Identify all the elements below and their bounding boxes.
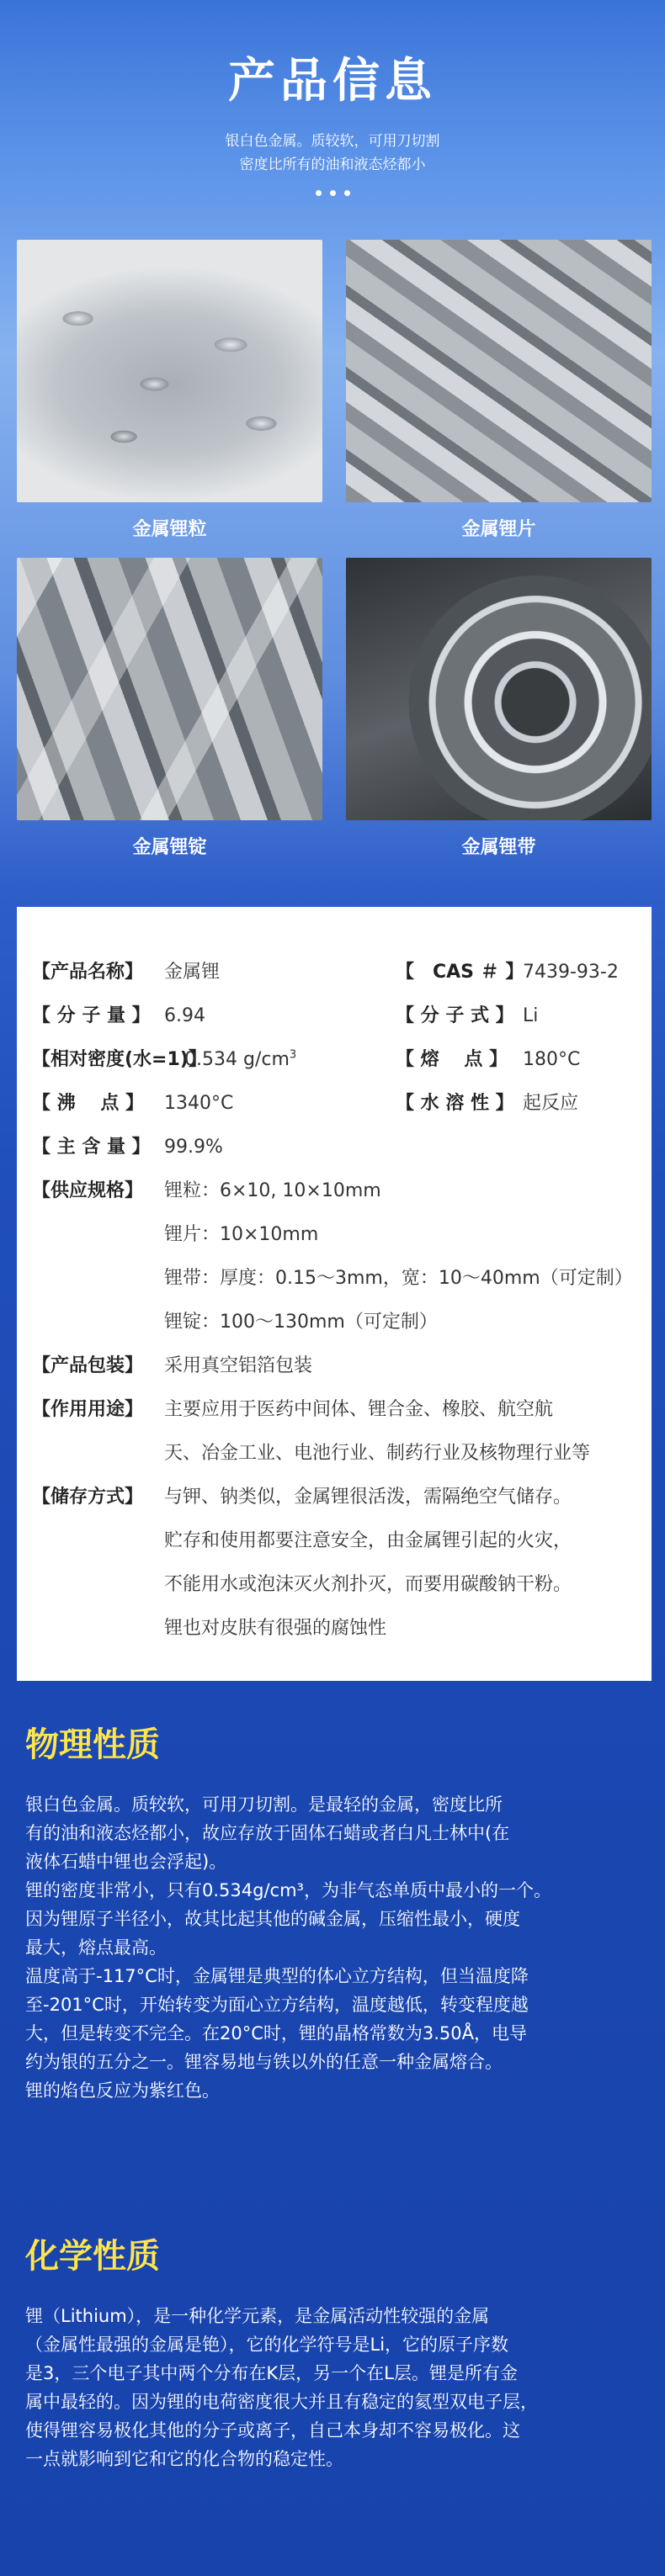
spec-value: 采用真空铝箔包装: [164, 1355, 313, 1376]
spec-value: 与钾、钠类似，金属锂很活泼，需隔绝空气储存。: [164, 1487, 572, 1508]
spec-row: [32, 1388, 652, 1432]
paragraph-line: 至-201°C时，开始转变为面心立方结构，温度越低，转变程度越: [25, 1995, 529, 2015]
spec-row: [32, 1126, 652, 1169]
spec-value: 6.94: [164, 1005, 205, 1026]
spec-value: 贮存和使用都要注意安全，由金属锂引起的火灾，: [164, 1530, 572, 1551]
paragraph-line: 大，但是转变不完全。在20°C时，锂的晶格常数为3.50Å，电导: [25, 2023, 528, 2043]
paragraph-line: 因为锂原子半径小，故其比起其他的碱金属，压缩性最小，硬度: [25, 1909, 520, 1929]
physical-properties-section: [25, 1725, 643, 2105]
page-title: 产品信息: [228, 54, 437, 109]
paragraph-line: 约为银的五分之一。锂容易地与铁以外的任意一种金属熔合。: [25, 2052, 503, 2072]
spec-label: 【 CAS ＃ 】: [396, 962, 524, 983]
spec-label: 【 分 子 式 】: [396, 1005, 514, 1026]
spec-value: 锂也对皮肤有很强的腐蚀性: [164, 1618, 387, 1639]
spec-label: 【 分 子 量 】: [32, 1005, 151, 1026]
gallery-caption: 金属锂锭: [132, 837, 207, 858]
gallery-tile: [17, 240, 322, 558]
spec-label: 【 沸 点 】: [32, 1093, 144, 1114]
spec-row: [32, 1213, 652, 1257]
density-value: 0.534 g/cm: [184, 1049, 290, 1070]
spec-row: [32, 1344, 652, 1388]
spec-row: [32, 1169, 652, 1213]
paragraph-line: 属中最轻的。因为锂的电荷密度很大并且有稳定的氦型双电子层，: [25, 2392, 538, 2412]
spec-row: [32, 1607, 652, 1651]
spec-label: 【作用用途】: [32, 1399, 144, 1420]
hero-subtitle: [0, 130, 665, 177]
section-body: [25, 1790, 643, 2105]
spec-label: 【 主 含 量 】: [32, 1137, 151, 1158]
spec-row: [32, 1301, 652, 1344]
spec-value: 99.9%: [164, 1137, 223, 1158]
spec-value: 锂带：厚度：0.15～3mm，宽：10～40mm（可定制）: [164, 1268, 633, 1289]
lithium-ingots-photo: [17, 558, 322, 820]
spec-value: 锂锭：100～130mm（可定制）: [164, 1312, 438, 1333]
lithium-flakes-photo: [346, 240, 652, 502]
spec-label: 【供应规格】: [32, 1180, 144, 1201]
spec-value: 金属锂: [164, 962, 221, 983]
paragraph-line: 锂的焰色反应为紫红色。: [25, 2080, 220, 2101]
spec-row: [32, 1519, 652, 1563]
lithium-granules-photo: [17, 240, 322, 502]
spec-label: 【 水 溶 性 】: [396, 1093, 514, 1114]
lithium-strip-photo: [346, 558, 652, 820]
paragraph-line: （金属性最强的金属是铯），它的化学符号是Li，它的原子序数: [25, 2335, 509, 2355]
density-exponent: 3: [289, 1048, 297, 1062]
spec-value: [184, 1038, 296, 1082]
section-title: 物理性质: [25, 1725, 160, 1764]
spec-value: 主要应用于医药中间体、锂合金、橡胶、航空航: [164, 1399, 554, 1420]
spec-value: 180°C: [523, 1049, 581, 1070]
spec-label: 【产品名称】: [32, 962, 144, 983]
spec-label: 【储存方式】: [32, 1487, 144, 1508]
spec-row: [32, 1082, 652, 1126]
paragraph-line: 最大，熔点最高。: [25, 1937, 167, 1958]
paragraph-line: 锂的密度非常小，只有0.534g/cm³，为非气态单质中最小的一个。: [25, 1880, 551, 1900]
paragraph-line: 液体石蜡中锂也会浮起)。: [25, 1852, 227, 1872]
spec-card: [17, 907, 652, 1681]
spec-row: [32, 1476, 652, 1519]
gallery-caption: 金属锂粒: [132, 519, 207, 540]
spec-value: Li: [523, 1005, 539, 1026]
spec-value: 锂片：10×10mm: [164, 1224, 319, 1245]
decorative-dots: [0, 190, 665, 196]
gallery-tile: [17, 558, 322, 876]
paragraph-line: 有的油和液态烃都小，故应存放于固体石蜡或者白凡士林中(在: [25, 1823, 510, 1843]
paragraph-line: 一点就影响到它和它的化合物的稳定性。: [25, 2449, 343, 2469]
hero-subtitle-line: 银白色金属。质较软，可用刀切割: [225, 133, 440, 150]
paragraph-line: 是3，三个电子其中两个分布在K层，另一个在L层。锂是所有金: [25, 2363, 518, 2383]
spec-row: [32, 951, 652, 994]
gallery-caption: 金属锂带: [461, 837, 536, 858]
spec-row: [32, 1257, 652, 1301]
product-gallery: [17, 240, 652, 876]
spec-row: [32, 994, 652, 1038]
section-body: [25, 2302, 643, 2473]
section-title: 化学性质: [25, 2237, 160, 2276]
spec-value: 起反应: [523, 1093, 579, 1114]
gallery-caption: 金属锂片: [461, 519, 536, 540]
paragraph-line: 使得锂容易极化其他的分子或离子，自己本身却不容易极化。这: [25, 2420, 520, 2441]
spec-value: 锂粒：6×10, 10×10mm: [164, 1180, 381, 1201]
spec-value: 1340°C: [164, 1093, 234, 1114]
hero-banner: [0, 0, 665, 219]
spec-label: 【 熔 点 】: [396, 1049, 508, 1070]
gallery-tile: [346, 240, 652, 558]
paragraph-line: 银白色金属。质较软，可用刀切割。是最轻的金属，密度比所: [25, 1794, 503, 1815]
spec-value: 7439-93-2: [523, 962, 619, 983]
spec-label: 【产品包装】: [32, 1355, 144, 1376]
spec-row: [32, 1432, 652, 1476]
spec-value: 不能用水或泡沫灭火剂扑灭，而要用碳酸钠干粉。: [164, 1574, 572, 1595]
chemical-properties-section: [25, 2236, 643, 2473]
spec-label: 【相对密度(水=1)】: [32, 1049, 207, 1070]
spec-row: [32, 1038, 652, 1082]
gallery-tile: [346, 558, 652, 876]
spec-row: [32, 1563, 652, 1607]
paragraph-line: 温度高于-117°C时，金属锂是典型的体心立方结构，但当温度降: [25, 1966, 529, 1986]
spec-value: 天、冶金工业、电池行业、制药行业及核物理行业等: [164, 1443, 591, 1464]
hero-subtitle-line: 密度比所有的油和液态烃都小: [239, 156, 426, 173]
paragraph-line: 锂（Lithium），是一种化学元素，是金属活动性较强的金属: [25, 2306, 490, 2326]
